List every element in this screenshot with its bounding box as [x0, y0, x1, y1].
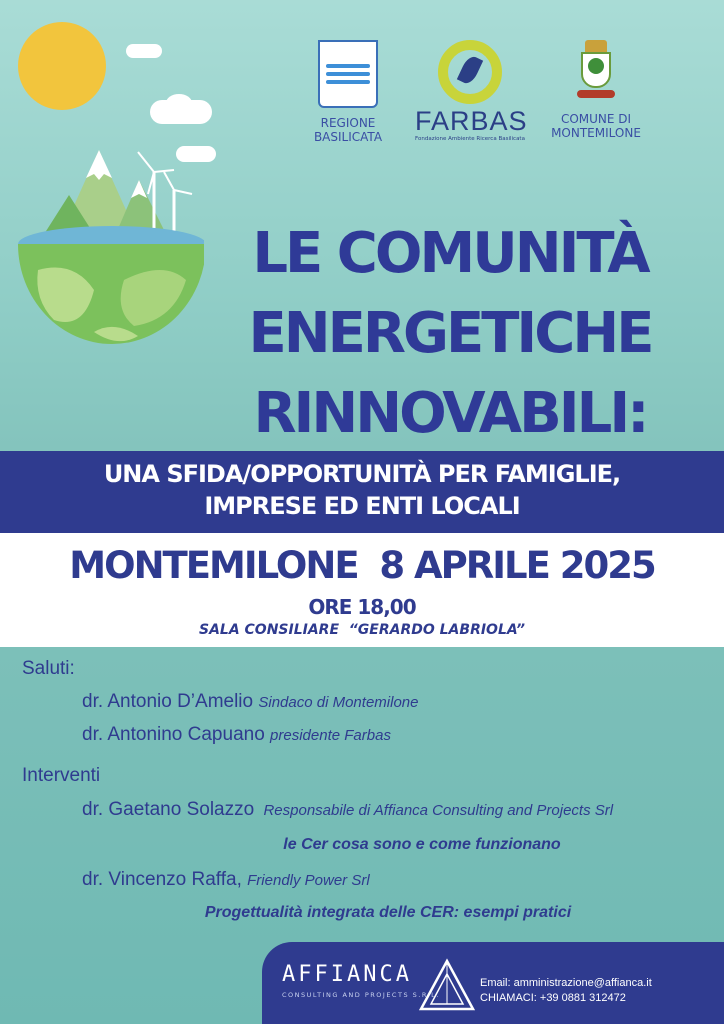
comune-label-line2: MONTEMILONE: [551, 126, 641, 140]
speaker-row: [82, 723, 391, 748]
contact-phone[interactable]: CHIAMACI: +39 0881 312472: [480, 992, 626, 1004]
farbas-logo: [415, 40, 528, 143]
regione-basilicata-logo: [300, 40, 396, 144]
comune-label-line1: COMUNE DI: [560, 112, 632, 126]
speaker-role: Friendly Power Srl: [247, 872, 370, 889]
speaker-name: dr. Gaetano Solazzo: [82, 799, 255, 820]
cloud-illustration: [126, 44, 162, 58]
regione-label-line2: BASILICATA: [313, 130, 383, 144]
interventi-label: Interventi: [22, 765, 101, 786]
title-line-2: ENERGETICHE: [248, 301, 652, 366]
farbas-subtitle: Fondazione Ambiente Ricerca Basilicata: [415, 136, 525, 142]
subtitle-line-1: UNA SFIDA/OPPORTUNITÀ PER FAMIGLIE,: [103, 460, 621, 488]
title-line-3: RINNOVABILI:: [253, 381, 647, 446]
affianca-triangle-icon: [418, 958, 476, 1012]
speaker-role: Responsabile di Affianca Consulting and Projects Srl: [263, 802, 614, 819]
regione-shield-icon: [318, 40, 378, 108]
title-line-1: LE COMUNITÀ: [252, 221, 648, 286]
farbas-name: FARBAS: [415, 106, 528, 136]
earth-windmill-illustration: [14, 140, 204, 355]
affianca-brand: AFFIANCA: [282, 962, 412, 987]
speaker-name: dr. Antonino Capuano: [82, 724, 265, 745]
event-time: ORE 18,00: [308, 595, 416, 619]
speaker-role: presidente Farbas: [270, 727, 391, 744]
regione-label-line1: REGIONE: [320, 116, 376, 130]
contact-email[interactable]: Email: amministrazione@affianca.it: [480, 977, 652, 989]
speaker-row: [82, 798, 613, 823]
footer-contacts: [480, 976, 652, 1006]
talk-topic: Progettualità integrata delle CER: esempi pratici: [204, 904, 572, 921]
subtitle-line-2: IMPRESE ED ENTI LOCALI: [204, 492, 520, 520]
speaker-name: dr. Antonio D’Amelio: [82, 691, 254, 712]
cloud-illustration: [166, 94, 192, 112]
speaker-row: [82, 690, 418, 715]
comune-crest-icon: [573, 40, 619, 106]
speaker-name: dr. Vincenzo Raffa,: [82, 869, 242, 890]
event-venue: SALA CONSILIARE “GERARDO LABRIOLA”: [198, 622, 525, 638]
speaker-row: [82, 868, 370, 893]
farbas-ring-icon: [438, 40, 502, 104]
event-title: [200, 214, 700, 454]
sun-illustration: [18, 22, 106, 110]
comune-montemilone-logo: [548, 40, 644, 140]
talk-topic: le Cer cosa sono e come funzionano: [283, 836, 561, 853]
event-date: MONTEMILONE 8 APRILE 2025: [69, 544, 655, 587]
affianca-brand-subtitle: CONSULTING AND PROJECTS S.R.L.: [282, 991, 440, 999]
speaker-role: Sindaco di Montemilone: [258, 694, 419, 711]
saluti-label: Saluti:: [22, 658, 75, 679]
event-subtitle: [0, 458, 724, 522]
